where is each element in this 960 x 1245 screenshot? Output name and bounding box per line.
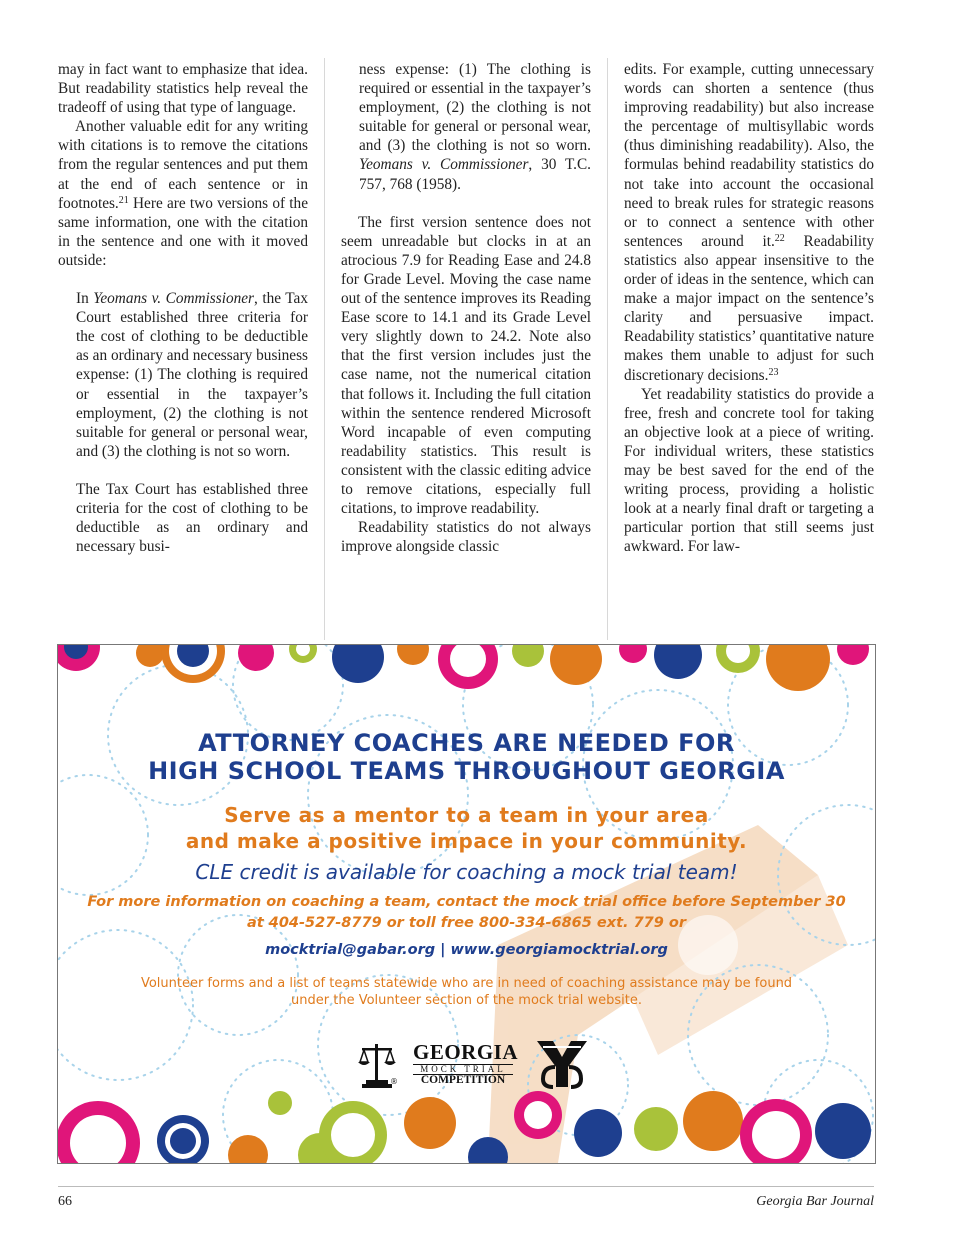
ad-cle-note: CLE credit is available for coaching a mock trial team! <box>195 860 738 884</box>
registered-mark: ® <box>390 1077 398 1086</box>
ad-headline-line-1: ATTORNEY COACHES ARE NEEDED FOR <box>198 729 735 757</box>
paragraph: The first version sentence does not seem unreadable but clocks in at an atrocious 7.9 for Reading Ease and 24.8 for Grade Level. Moving the case name out of the sentence improves its Reading Ease score to 14.1 and its Grade Level very slightly down to 24.2. Note also that the first version includes just the case name, not the numerical citation that follows it. Including the full citation within the sentence rendered Microsoft Word incapable of even computing readability statistics. This result is consistent with the classic editing advice to remove citations, especially full citations, to improve readability. <box>341 213 591 518</box>
paragraph: edits. For example, cutting unnecessary words can shorten a sentence (thus improving readability) but also increase the percentage of multisyllabic words (thus diminishing readability). Also, the formulas behind readability statistics do not take into account the occasional need to break rules for strategic reasons or to connect a sentence with other sentences around it.$^{22}$ Readability statistics also appear insensitive to the order of ideas in the sentence, which can make a major impact on the sentence’s clarity and persuasive impact. Readability statistics’ quantitative nature makes them unable to adjust for such discretionary decisions.$^{23}$ <box>624 61 875 384</box>
logo-mock-trial-text: MOCK TRIAL <box>413 1064 513 1075</box>
logo-georgia-text: GEORGIA <box>413 1040 519 1064</box>
logo-competition-text: COMPETITION <box>420 1074 506 1086</box>
bottom-circle-border <box>58 1091 871 1163</box>
paragraph: may in fact want to emphasize that idea. But readability statistics help reveal the tradeoff of using that type of language. <box>58 61 308 117</box>
ad-subheadline-line-2: and make a positive impace in your community. <box>185 829 748 853</box>
page-number: 66 <box>58 1194 72 1209</box>
article-column-1 <box>58 60 308 556</box>
mock-trial-advertisement <box>57 644 876 1164</box>
column-divider <box>607 58 608 640</box>
georgia-mock-trial-logo <box>413 1040 519 1087</box>
young-lawyers-division-logo-icon <box>533 1037 591 1091</box>
ad-info-line-2: at 404-527-8779 or toll free 800-334-6865 ext. 779 or <box>246 915 687 931</box>
ad-subheadline-line-1: Serve as a mentor to a team in your area <box>224 803 709 827</box>
ad-volunteer-line-1: Volunteer forms and a list of teams statewide who are in need of coaching assistance may be found <box>140 976 793 991</box>
ad-info-line-1: For more information on coaching a team, contact the mock trial office before September 30 <box>87 894 846 910</box>
ad-headline-line-2: HIGH SCHOOL TEAMS THROUGHOUT GEORGIA <box>148 757 785 785</box>
column-divider <box>324 58 325 640</box>
block-quote-version-1: In Yeomans v. Commissioner, the Tax Court established three criteria for the cost of clothing to be deductible as an ordinary and necessary business expense: (1) The clothing is required or essential in the taxpayer’s employment, (2) the clothing is not suitable for general or personal wear, and (3) the clothing is not so worn. <box>76 290 308 460</box>
footer-rule <box>58 1186 874 1187</box>
top-circle-border <box>58 645 869 691</box>
footnote-ref: 22 <box>774 232 785 244</box>
block-quote-version-2: The Tax Court has established three criteria for the cost of clothing to be deductible as an ordinary and necessary busi- <box>76 480 308 556</box>
paragraph: Another valuable edit for any writing with citations is to remove the citations from the regular sentences and put them at the end of each sentence or in footnotes.$^{21}$ Here are two versions of the same information, one with the citation in the sentence and one with it moved outside: <box>58 118 308 269</box>
footnote-ref: 23 <box>768 366 779 378</box>
article-column-2 <box>341 60 591 556</box>
paragraph: Yet readability statistics do provide a free, fresh and concrete tool for taking an objective look at a piece of writing. For individual writers, these statistics may be best saved for the end of the writing process, providing a holistic look at a nearly final draft or targeting a particular portion that still seems just awkward. For law- <box>624 385 874 556</box>
ad-volunteer-line-2: under the Volunteer section of the mock trial website. <box>291 993 642 1008</box>
journal-title: Georgia Bar Journal <box>756 1194 874 1209</box>
footnote-ref: 21 <box>118 194 129 206</box>
paragraph: Readability statistics do not always improve alongside classic <box>341 519 591 556</box>
article-column-3 <box>624 60 874 556</box>
block-quote-continued: ness expense: (1) The clothing is required or essential in the taxpayer’s employment, (2) the clothing is not suitable for general or personal wear, and (3) the clothing is not so worn. Yeomans v. Commissioner, 30 T.C. 757, 768 (1958). <box>359 61 591 193</box>
ad-contact-links[interactable]: mocktrial@gabar.org | www.georgiamocktrial.org <box>265 942 668 958</box>
